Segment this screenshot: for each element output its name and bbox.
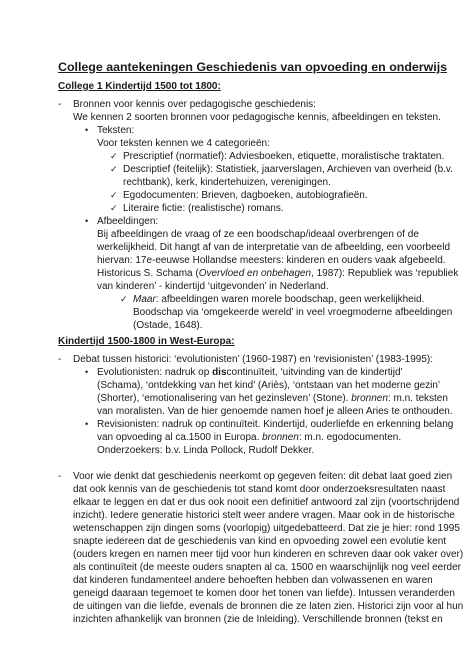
dash-marker: - bbox=[58, 99, 62, 110]
section-heading-college-1: College 1 Kindertijd 1500 tot 1800: bbox=[58, 81, 221, 92]
paragraph-line: hiervan: 17e-eeuwse Hollandse meesters: kinderen en ouders vaak afgebeeld. bbox=[97, 255, 446, 266]
text-run: Evolutionisten: nadruk op bbox=[97, 367, 213, 378]
checkmark-icon: ✓ bbox=[110, 190, 118, 200]
list-item-teksten: Teksten: bbox=[97, 125, 135, 136]
checkmark-icon: ✓ bbox=[110, 203, 118, 213]
bronnen-label: bronnen bbox=[262, 432, 299, 443]
paragraph-line: de uitingen van die liefde, evenals de bronnen die ze laten zien. Historici zijn voor al hun bbox=[73, 601, 464, 612]
text-run: : m.n. teksten bbox=[387, 393, 448, 404]
checkmark-icon: ✓ bbox=[110, 164, 118, 174]
bronnen-label: bronnen bbox=[351, 393, 388, 404]
list-item-bronnen: Bronnen voor kennis over pedagogische geschiedenis: bbox=[73, 99, 316, 110]
list-item-text: Voor teksten kennen we 4 categorieën: bbox=[97, 138, 270, 149]
list-item-afbeeldingen: Afbeeldingen: bbox=[97, 216, 159, 227]
text-run: (Shorter), ‘emotionalisering van het gezinsleven’ (Stone). bbox=[97, 393, 352, 404]
bullet-marker: • bbox=[85, 419, 89, 429]
paragraph-line: werkelijkheid. Dit hangt af van de interpretatie van de afbeelding, een voorbeeld bbox=[97, 242, 451, 253]
text-run: , 1987): Republiek was ‘republiek bbox=[311, 268, 459, 279]
text-run: : afbeeldingen waren morele boodschap, geen werkelijkheid. bbox=[155, 294, 425, 305]
text-run: : m.n. egodocumenten. bbox=[298, 432, 402, 443]
paragraph-line: dat kinderen fundamenteel andere behoeften hebben dan volwassenen en waren bbox=[73, 575, 433, 586]
category-item-cont: rechtbank), kerk, kindertehuizen, verenigingen. bbox=[123, 177, 331, 188]
list-item-revisionisten: Revisionisten: nadruk op continuïteit. Kindertijd, ouderliefde en erkenning belang bbox=[97, 419, 454, 430]
list-item-text: We kennen 2 soorten bronnen voor pedagogische kennis, afbeeldingen en teksten. bbox=[73, 112, 441, 123]
category-item: Descriptief (feitelijk): Statistiek, jaarverslagen, Archieven van overheid (b.v. bbox=[123, 164, 453, 175]
category-item: Prescriptief (normatief): Adviesboeken, etiquette, moralistische traktaten. bbox=[123, 151, 445, 162]
paragraph-line: (Ostade, 1648). bbox=[133, 320, 203, 331]
paragraph-line: dat ook kennis van de geschiedenis tot stand komt door onderzoeksresultaten naast bbox=[73, 484, 446, 495]
paragraph-line: (Schama), ‘ontdekking van het kind’ (Ariès), ‘ontstaan van het moderne gezin’ bbox=[97, 380, 441, 391]
bullet-marker: • bbox=[85, 125, 89, 135]
dash-marker: - bbox=[58, 471, 62, 482]
list-item-evolutionisten bbox=[97, 366, 403, 379]
text-run: continuïteit, ‘uitvinding van de kindertijd’ bbox=[226, 367, 403, 378]
paragraph-line: van kinderen’ - kindertijd ‘uitgevonden’ in Nederland. bbox=[97, 281, 329, 292]
text-run: van opvoeding al ca.1500 in Europa. bbox=[97, 432, 263, 443]
category-item: Literaire fictie: (realistische) romans. bbox=[123, 203, 284, 214]
emphasis-dis: dis bbox=[212, 367, 227, 378]
paragraph-line bbox=[97, 431, 401, 444]
dash-marker: - bbox=[58, 354, 62, 365]
book-title: Overvloed en onbehagen bbox=[198, 268, 312, 279]
text-run: Historicus S. Schama ( bbox=[97, 268, 199, 279]
paragraph-line: (ouders kregen en namen meer tijd voor hun kinderen en schreven daar ook vaker over) bbox=[73, 549, 464, 560]
paragraph-line: als continuïteit (de meeste ouders snapten al ca. 1500 en waarschijnlijk nog veel eerder bbox=[73, 562, 462, 573]
paragraph-line: Voor wie denkt dat geschiedenis neerkomt op gegeven feiten: dit debat laat goed zien bbox=[73, 471, 453, 482]
paragraph-line: Boodschap via ‘omgekeerde wereld’ in veel vroegmoderne afbeeldingen bbox=[133, 307, 453, 318]
paragraph-line: inzicht). Iedere generatie historici stelt weer andere vragen. Maar ook in de historische bbox=[73, 510, 455, 521]
paragraph-line: snapte iedereen dat de geschiedenis van kind en opvoeding zowel een evolutie kent bbox=[73, 536, 447, 547]
checkmark-icon: ✓ bbox=[120, 294, 128, 304]
maar-label: Maar bbox=[133, 294, 156, 305]
paragraph-line: geneigd daaraan tegemoet te komen door het tonen van liefde). Intussen veranderden bbox=[73, 588, 455, 599]
section-heading-kindertijd: Kindertijd 1500-1800 in West-Europa: bbox=[58, 336, 235, 347]
paragraph-line: inzichten afhankelijk van bronnen (zie de Inleiding). Verschillende bronnen (tekst en bbox=[73, 614, 443, 625]
checkmark-icon: ✓ bbox=[110, 151, 118, 161]
paragraph-line: elkaar te leggen en dat er dus ook nooit een definitief antwoord zal zijn (voortschrijdend bbox=[73, 497, 460, 508]
category-item: Egodocumenten: Brieven, dagboeken, autobiografieën. bbox=[123, 190, 368, 201]
paragraph-line bbox=[133, 293, 424, 306]
paragraph-line: wetenschappen zijn dingen soms (voorlopig) uitgedebatteerd. Dat zie je hier: rond 1995 bbox=[73, 523, 460, 534]
bullet-marker: • bbox=[85, 216, 89, 226]
list-item-debat: Debat tussen historici: ‘evolutionisten’ (1960-1987) en ‘revisionisten’ (1983-1995): bbox=[73, 354, 434, 365]
paragraph-line: Bij afbeeldingen de vraag of ze een boodschap/ideaal overbrengen of de bbox=[97, 229, 419, 240]
paragraph-line: van moralisten. Van de hier genoemde namen hoef je alleen Aries te onthouden. bbox=[97, 406, 453, 417]
bullet-marker: • bbox=[85, 367, 89, 377]
paragraph-line: Onderzoekers: b.v. Linda Pollock, Rudolf Dekker. bbox=[97, 445, 315, 456]
paragraph-line bbox=[97, 267, 458, 280]
document-title: College aantekeningen Geschiedenis van opvoeding en onderwijs bbox=[58, 60, 448, 74]
paragraph-line bbox=[97, 392, 448, 405]
